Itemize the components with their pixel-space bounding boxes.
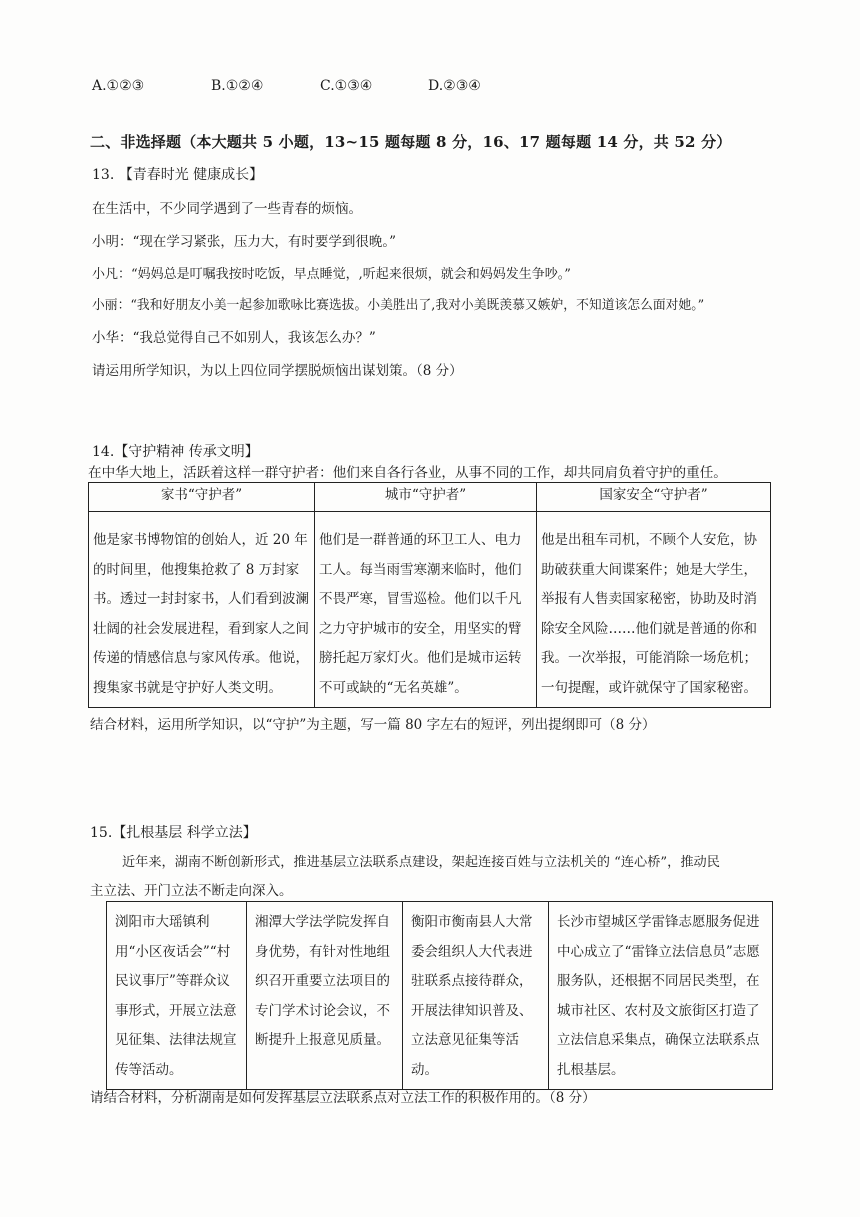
table-cell	[315, 512, 537, 708]
table-header: 家书“守护者”	[89, 483, 315, 512]
cell-text: 浏阳市大瑶镇利用“小区夜话会”“村民议事厅”等群众议事形式，开展立法意见征集、法律法规宣传等活动。	[115, 914, 237, 1078]
q15-title: 15.【扎根基层 科学立法】	[90, 825, 257, 841]
table-cell	[537, 512, 771, 708]
table-cell	[107, 902, 247, 1090]
cell-text: 他们是一群普通的环卫工人、电力工人。每当雨雪寒潮来临时，他们不畏严寒，冒雪巡检。他们以千凡之力守护城市的安全，用坚实的臂膀托起万家灯火。他们是城市运转不可或缺的“无名英雄”。	[319, 532, 522, 696]
table-cell	[247, 902, 403, 1090]
cell-text: 他是出租车司机，不顾个人安危，协助破获重大间谍案件；她是大学生，举报有人售卖国家秘密，协助及时消除安全风险……他们就是普通的你和我。一次举报，可能消除一场危机；一句提醒，或许就保守了国家秘密。	[541, 532, 757, 696]
q13-line: 小华：“我总觉得自己不如别人，我该怎么办？”	[92, 330, 376, 346]
option-b: B.①②④	[211, 78, 264, 94]
option-a: A.①②③	[92, 78, 145, 94]
q13-title: 13. 【青春时光 健康成长】	[92, 167, 264, 183]
q15-question: 请结合材料，分析湖南是如何发挥基层立法联系点对立法工作的积极作用的。（8 分）	[90, 1090, 596, 1106]
q14-intro: 在中华大地上，活跃着这样一群守护者：他们来自各行各业，从事不同的工作，却共同肩负着守护的重任。	[88, 465, 727, 481]
option-c: C.①③④	[320, 78, 373, 94]
q13-line: 小丽：“我和好朋友小美一起参加歌咏比赛选拔。小美胜出了,我对小美既羡慕又嫉妒，不知道该怎么面对她。”	[92, 298, 705, 313]
table-header-row	[89, 483, 771, 512]
table-cell	[403, 902, 549, 1090]
cell-text: 湘潭大学法学院发挥自身优势，有针对性地组织召开重要立法项目的专门学术讨论会议，不断提升上报意见质量。	[255, 914, 390, 1048]
option-d: D.②③④	[428, 78, 481, 94]
q13-line: 小凡：“妈妈总是叮嘱我按时吃饭，早点睡觉，,听起来很烦，就会和妈妈发生争吵。”	[92, 267, 571, 282]
q14-table	[88, 482, 771, 708]
cell-text: 长沙市望城区学雷锋志愿服务促进中心成立了“雷锋立法信息员”志愿服务队，还根据不同居民类型，在城市社区、农村及文旅街区打造了立法信息采集点，确保立法联系点扎根基层。	[557, 914, 760, 1078]
q15-table	[106, 901, 773, 1090]
q14-question: 结合材料，运用所学知识，以“守护”为主题，写一篇 80 字左右的短评，列出提纲即可（8 分）	[90, 717, 656, 733]
q15-intro: 主立法、开门立法不断走向深入。	[90, 883, 293, 899]
table-cell	[549, 902, 773, 1090]
table-cell	[89, 512, 315, 708]
cell-text: 衡阳市衡南县人大常委会组织人大代表进驻联系点接待群众，开展法律知识普及、立法意见征集等活动。	[411, 914, 533, 1078]
q13-line: 小明：“现在学习紧张，压力大，有时要学到很晚。”	[92, 234, 397, 250]
table-header: 国家安全“守护者”	[537, 483, 771, 512]
q15-intro: 近年来，湖南不断创新形式，推进基层立法联系点建设，架起连接百姓与立法机关的 “连心桥”，推动民	[122, 855, 720, 870]
table-row	[107, 902, 773, 1090]
q13-intro: 在生活中，不少同学遇到了一些青春的烦恼。	[92, 201, 362, 217]
q13-question: 请运用所学知识，为以上四位同学摆脱烦恼出谋划策。（8 分）	[92, 363, 463, 379]
cell-text: 他是家书博物馆的创始人，近 20 年的时间里，他搜集抢救了 8 万封家书。透过一封封家书，人们看到波澜壮阔的社会发展进程，看到家人之间传递的情感信息与家风传承。他说，搜集家书就是守护好人类文明。	[93, 532, 309, 696]
table-row	[89, 512, 771, 708]
q14-title: 14.【守护精神 传承文明】	[92, 444, 259, 460]
section-title: 二、非选择题（本大题共 5 小题，13~15 题每题 8 分，16、17 题每题 14 分，共 52 分）	[90, 133, 732, 151]
table-header: 城市“守护者”	[315, 483, 537, 512]
